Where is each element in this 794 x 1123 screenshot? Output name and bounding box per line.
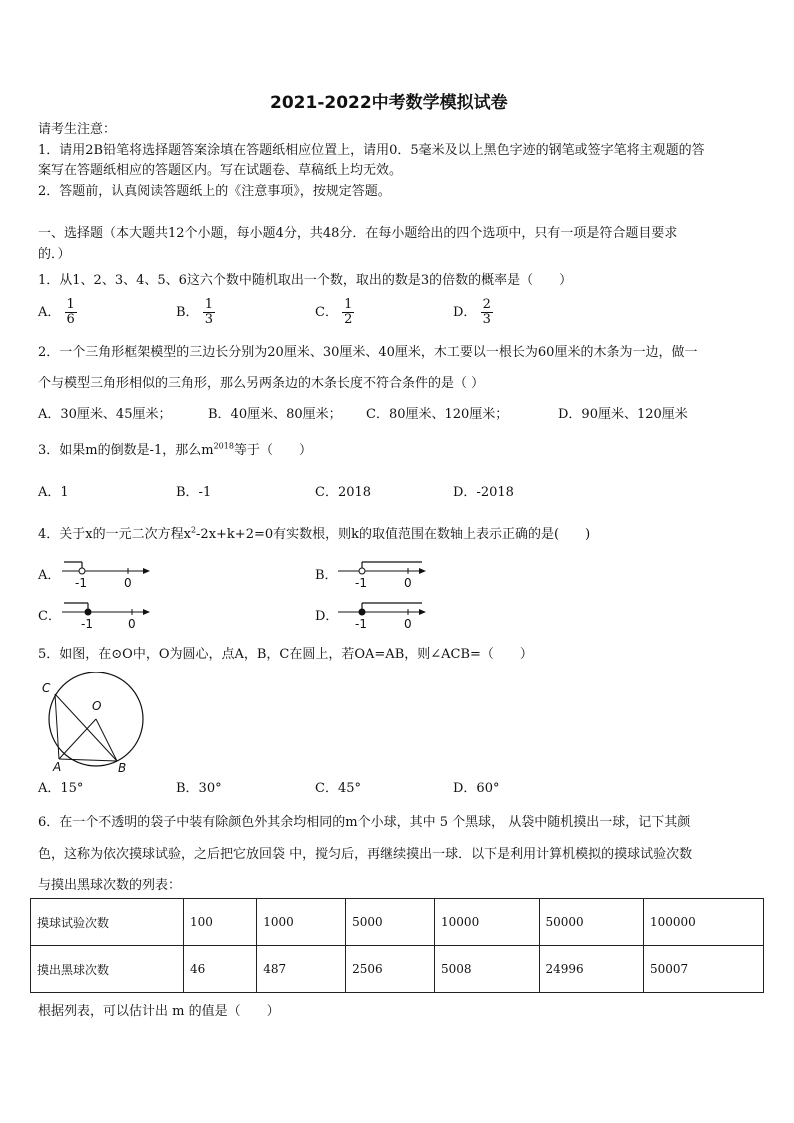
q1-option-d[interactable]: D． $\frac{2}{3}$ <box>453 297 491 327</box>
table-cell: 46 <box>184 946 257 993</box>
table-cell: 1000 <box>257 899 346 946</box>
table-cell: 10000 <box>435 899 539 946</box>
q1-stem: 1．从1、2、3、4、5、6这六个数中随机取出一个数，取出的数是3的倍数的概率是（ ） <box>38 273 573 288</box>
q5-stem: 5．如图，在⊙O中，O为圆心，点A，B，C在圆上，若OA=AB，则∠ACB=（ ） <box>38 647 533 662</box>
tick-label-zero: 0 <box>404 617 412 631</box>
q3-option-c[interactable]: C．2018 <box>315 485 372 500</box>
q2-stem-line-2: 个与模型三角形相似的三角形，那么另两条边的木条长度不符合条件的是（ ） <box>38 376 485 391</box>
q3-option-b[interactable]: B．-1 <box>176 485 212 500</box>
table-cell: 487 <box>257 946 346 993</box>
table-row <box>31 899 764 946</box>
table-cell: 5000 <box>346 899 435 946</box>
tick-label-neg-one: -1 <box>355 617 367 631</box>
q1-option-a[interactable]: A． $\frac{1}{6}$ <box>38 297 75 327</box>
q1-option-c[interactable]: C． $\frac{1}{2}$ <box>315 297 353 327</box>
table-cell: 摸球试验次数 <box>31 899 184 946</box>
q5-option-d[interactable]: D．60° <box>453 781 500 796</box>
point-label-o: O <box>92 699 102 713</box>
point-label-c: C <box>42 681 51 695</box>
point-label-a: A <box>53 760 62 774</box>
tick-label-zero: 0 <box>124 576 132 590</box>
q4-option-d-number-line[interactable] <box>336 601 428 631</box>
point-label-b: B <box>118 761 127 775</box>
q6-stem-line-1: 6．在一个不透明的袋子中装有除颜色外其余均相同的m个小球，其中 5 个黑球， 从袋中随机摸出一球，记下其颜 <box>38 815 691 830</box>
table-cell: 50000 <box>539 899 643 946</box>
table-cell: 摸出黑球次数 <box>31 946 184 993</box>
q3-option-a[interactable]: A．1 <box>38 485 69 500</box>
q2-option-a[interactable]: A．30厘米、45厘米； <box>38 407 172 422</box>
q4-option-c-number-line[interactable] <box>60 601 152 631</box>
section-header-line-1: 一、选择题（本大题共12个小题，每小题4分，共48分．在每小题给出的四个选项中，只有一项是符合题目要求 <box>38 226 678 241</box>
tick-label-zero: 0 <box>128 617 136 631</box>
q6-stem-line-2: 色，这称为依次摸球试验，之后把它放回袋 中，搅匀后，再继续摸出一球．以下是利用计算机模拟的摸球试验次数 <box>38 847 693 862</box>
q6-data-table <box>30 898 764 993</box>
table-cell: 100 <box>184 899 257 946</box>
notice-line-2: 案写在答题纸相应的答题区内。写在试题卷、草稿纸上均无效。 <box>38 163 403 178</box>
fraction: $\frac{1}{6}$ <box>66 297 75 327</box>
notice-line-1: 1．请用2B铅笔将选择题答案涂填在答题纸相应位置上，请用0．5毫米及以上黑色字迹的钢笔或签字笔将主观题的答 <box>38 143 705 158</box>
q4-option-a-label[interactable]: A． <box>38 568 61 583</box>
tick-label-neg-one: -1 <box>75 576 87 590</box>
q5-option-b[interactable]: B．30° <box>176 781 222 796</box>
q2-option-d[interactable]: D．90厘米、120厘米 <box>558 407 688 422</box>
table-cell: 5008 <box>435 946 539 993</box>
q5-circle-figure <box>36 672 150 776</box>
tick-label-zero: 0 <box>404 576 412 590</box>
q6-stem-line-3: 与摸出黑球次数的列表： <box>38 878 182 893</box>
table-cell: 2506 <box>346 946 435 993</box>
q6-question: 根据列表，可以估计出 m 的值是（ ） <box>38 1004 280 1019</box>
q4-option-c-label[interactable]: C． <box>38 609 61 624</box>
table-cell: 100000 <box>643 899 763 946</box>
fraction: $\frac{1}{2}$ <box>344 297 353 327</box>
q2-option-c[interactable]: C．80厘米、120厘米； <box>366 407 509 422</box>
page-title: 2021-2022中考数学模拟试卷 <box>270 93 508 113</box>
q4-option-d-label[interactable]: D． <box>315 609 339 624</box>
tick-label-neg-one: -1 <box>355 576 367 590</box>
table-row <box>31 946 764 993</box>
q3-option-d[interactable]: D．-2018 <box>453 485 514 500</box>
section-header-line-2: 的．） <box>38 247 71 262</box>
q2-option-b[interactable]: B．40厘米、80厘米； <box>208 407 342 422</box>
q4-stem: 4．关于x的一元二次方程$x^2-2x+k+2=0$有实数根，则k的取值范围在数轴上表示正确的是( ) <box>38 525 591 542</box>
q4-option-b-label[interactable]: B． <box>315 568 338 583</box>
notice-line-3: 2．答题前，认真阅读答题纸上的《注意事项》，按规定答题。 <box>38 184 391 199</box>
fraction: $\frac{2}{3}$ <box>482 297 491 327</box>
table-cell: 50007 <box>643 946 763 993</box>
q3-stem: 3．如果m的倒数是-1，那么$m^{2018}$等于（ ） <box>38 441 312 458</box>
q5-option-a[interactable]: A．15° <box>38 781 84 796</box>
q4-option-b-number-line[interactable] <box>336 560 428 590</box>
q2-stem-line-1: 2．一个三角形框架模型的三边长分别为20厘米、30厘米、40厘米，木工要以一根长为60厘米的木条为一边，做一 <box>38 345 698 360</box>
q1-option-b[interactable]: B． $\frac{1}{3}$ <box>176 297 213 327</box>
notice-heading: 请考生注意： <box>38 122 117 137</box>
table-cell: 24996 <box>539 946 643 993</box>
fraction: $\frac{1}{3}$ <box>204 297 213 327</box>
q5-option-c[interactable]: C．45° <box>315 781 361 796</box>
tick-label-neg-one: -1 <box>81 617 93 631</box>
q4-option-a-number-line[interactable] <box>60 560 152 590</box>
